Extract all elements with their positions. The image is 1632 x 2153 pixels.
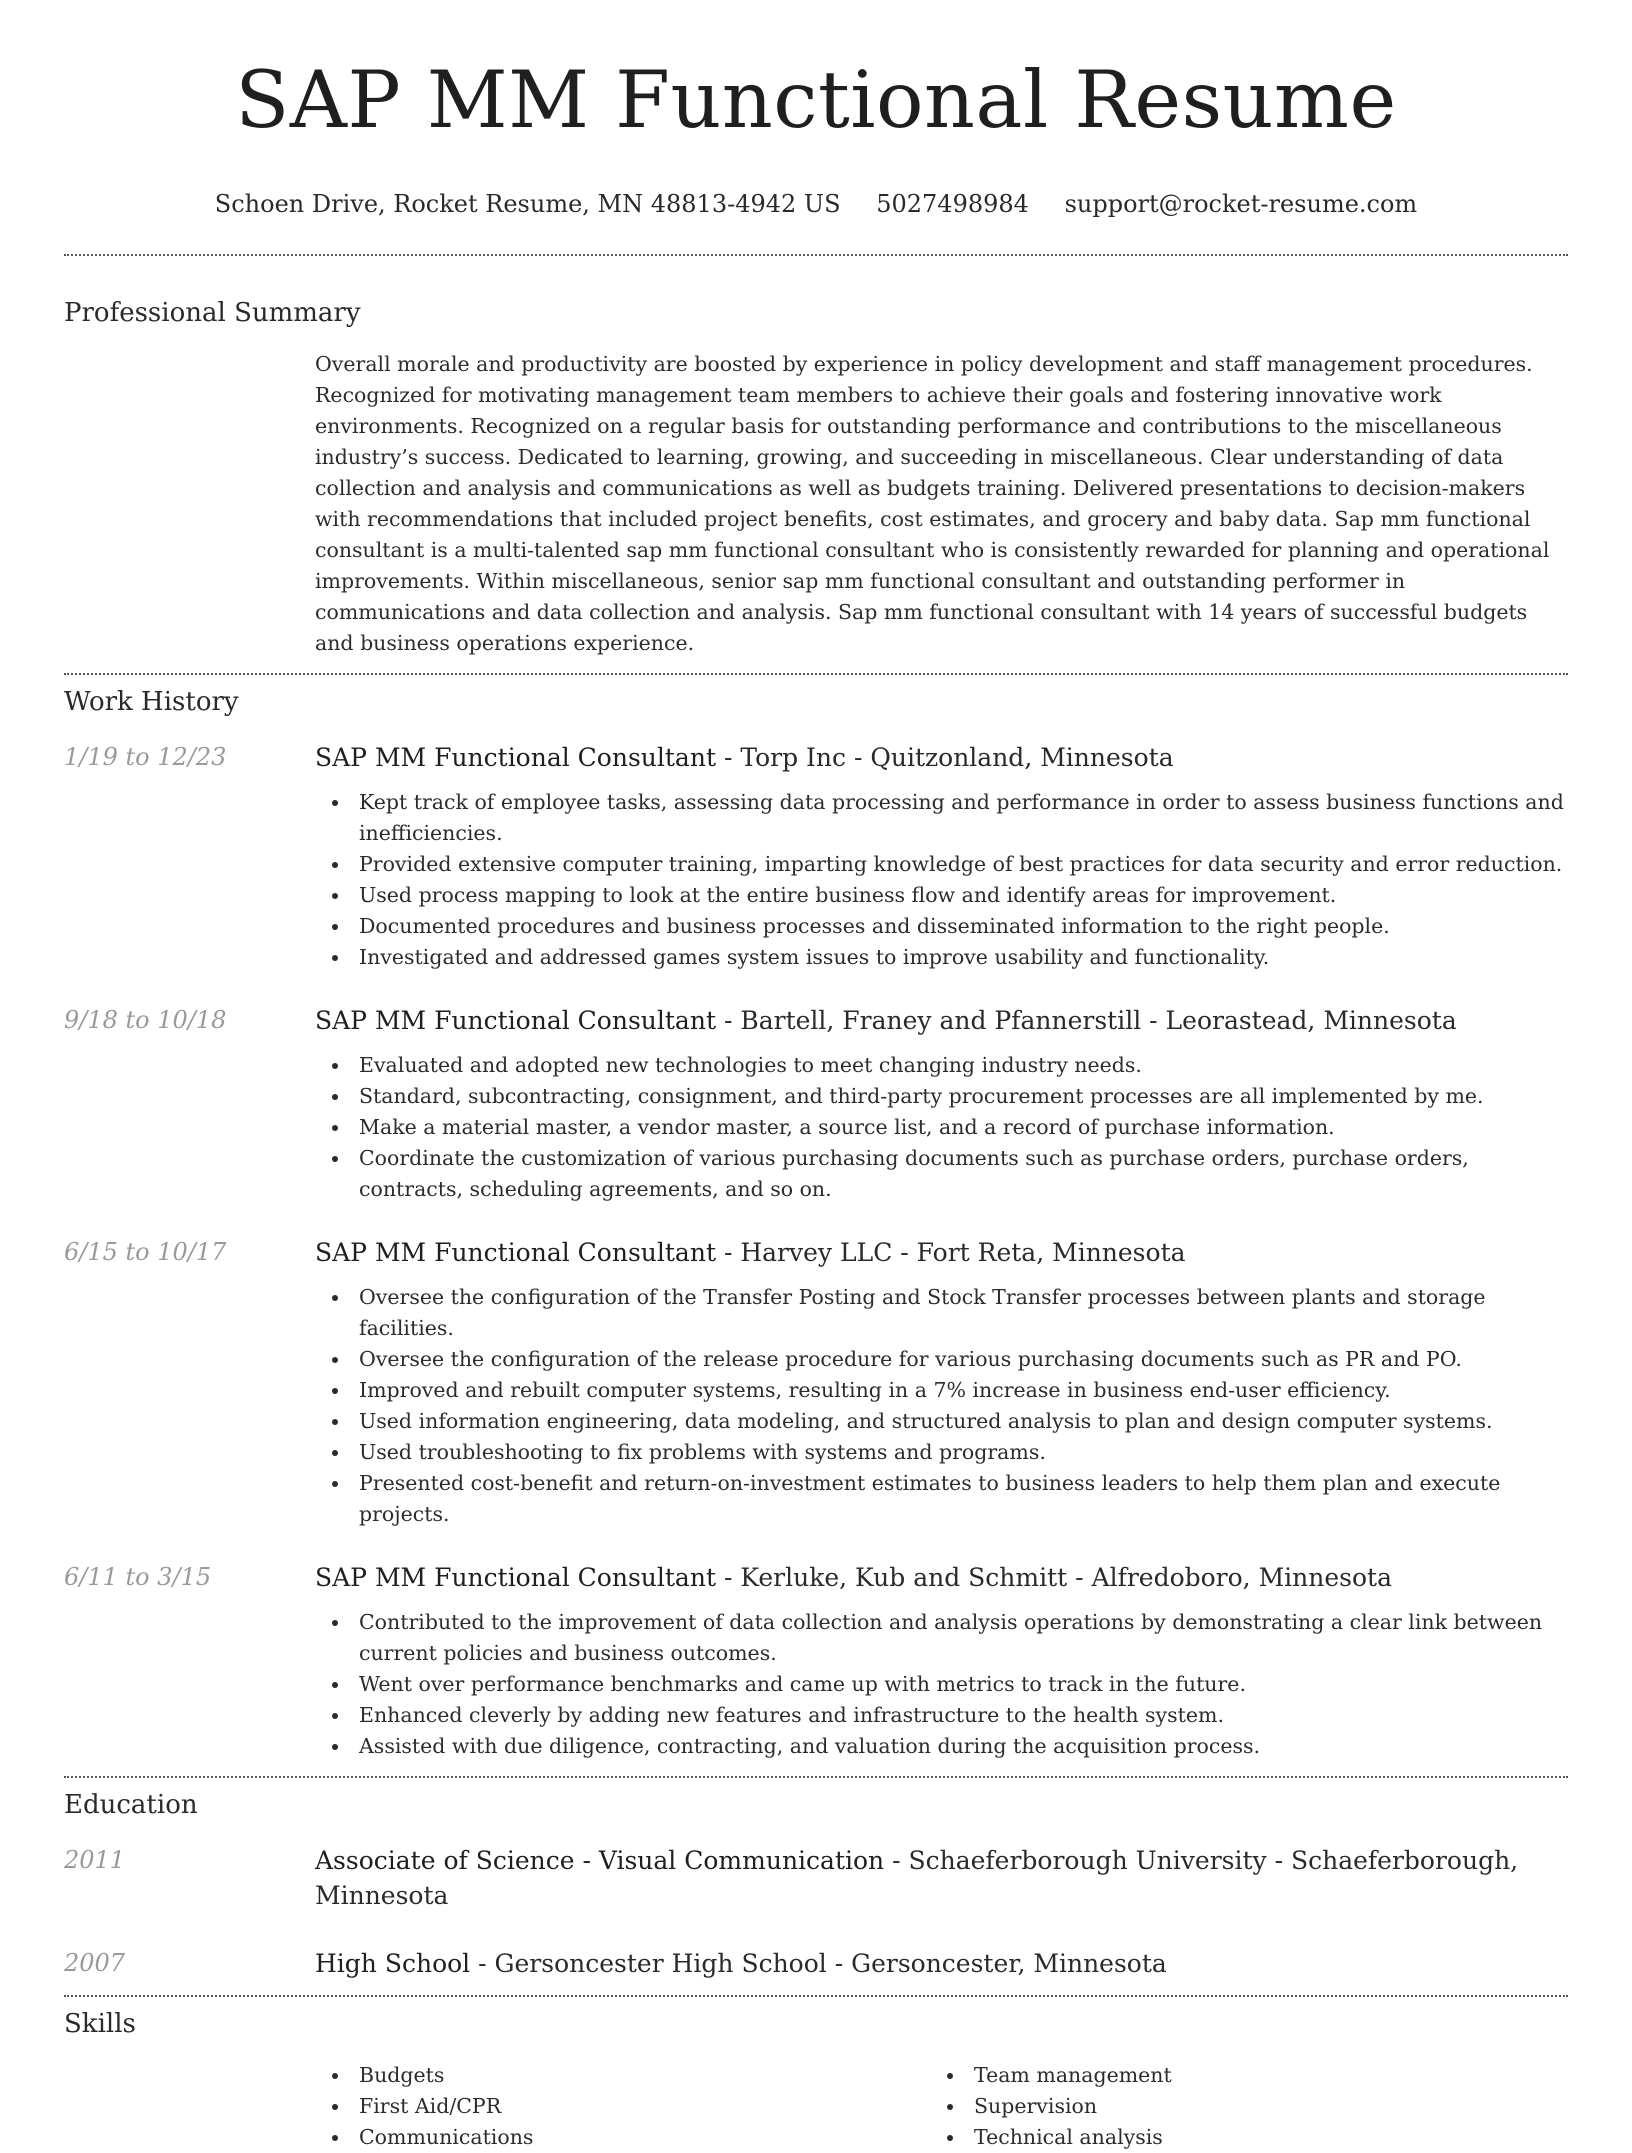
skill-item: Budgets xyxy=(315,2060,533,2091)
resume-title: SAP MM Functional Resume xyxy=(235,54,1397,146)
education-school: - Gersoncester High School - Gersoncester, Minnesota xyxy=(470,1949,1167,1978)
contact-email: support@rocket-resume.com xyxy=(1064,190,1418,218)
job-bullet: Improved and rebuilt computer systems, resulting in a 7% increase in business end-user efficiency. xyxy=(315,1375,1568,1406)
job-bullets xyxy=(315,1050,1568,1205)
job-bullet: Used troubleshooting to fix problems with systems and programs. xyxy=(315,1437,1568,1468)
job-bullet: Went over performance benchmarks and came up with metrics to track in the future. xyxy=(315,1669,1568,1700)
education-year: 2007 xyxy=(64,1949,126,1977)
job-entry xyxy=(64,740,1568,973)
job-bullet: Used process mapping to look at the entire business flow and identify areas for improvement. xyxy=(315,880,1568,911)
job-bullets xyxy=(315,1607,1568,1762)
skill-item: Technical analysis xyxy=(930,2122,1172,2153)
contact-phone: 5027498984 xyxy=(876,190,1029,218)
skill-item: First Aid/CPR xyxy=(315,2091,533,2122)
section-divider xyxy=(64,254,1568,256)
education-heading: Education xyxy=(64,1790,198,1820)
education-year: 2011 xyxy=(64,1846,126,1874)
job-bullet: Standard, subcontracting, consignment, and third-party procurement processes are all implemented by me. xyxy=(315,1081,1568,1112)
job-entry xyxy=(64,1003,1568,1205)
job-bullet: Contributed to the improvement of data collection and analysis operations by demonstrating a clear link between current policies and business outcomes. xyxy=(315,1607,1568,1669)
job-title: SAP MM Functional Consultant xyxy=(315,1238,716,1267)
section-divider xyxy=(64,1776,1568,1778)
job-header xyxy=(315,1235,1568,1270)
education-header xyxy=(315,1946,1568,1981)
education-degree: High School xyxy=(315,1949,471,1978)
job-header xyxy=(315,1560,1568,1595)
job-bullet: Presented cost-benefit and return-on-investment estimates to business leaders to help them plan and execute projects. xyxy=(315,1468,1568,1530)
summary-text: Overall morale and productivity are boosted by experience in policy development and staff management procedures. Recognized for motivating management team members to achieve their goals and fostering innovative work environments. Recognized on a regular basis for outstanding performance and contributions to the miscellaneous industry’s success. Dedicated to learning, growing, and succeeding in miscellaneous. Clear understanding of data collection and analysis and communications as well as budgets training. Delivered presentations to decision-makers with recommendations that included project benefits, cost estimates, and grocery and baby data. Sap mm functional consultant is a multi-talented sap mm functional consultant who is consistently rewarded for planning and operational improvements. Within miscellaneous, senior sap mm functional consultant and outstanding performer in communications and data collection and analysis. Sap mm functional consultant with 14 years of successful budgets and business operations experience. xyxy=(315,352,1550,655)
job-bullet: Assisted with due diligence, contracting, and valuation during the acquisition process. xyxy=(315,1731,1568,1762)
skill-item: Communications xyxy=(315,2122,533,2153)
job-title: SAP MM Functional Consultant xyxy=(315,743,716,772)
job-bullet: Enhanced cleverly by adding new features and infrastructure to the health system. xyxy=(315,1700,1568,1731)
job-bullet: Provided extensive computer training, imparting knowledge of best practices for data security and error reduction. xyxy=(315,849,1568,880)
work-heading: Work History xyxy=(64,687,239,717)
job-bullet: Oversee the configuration of the Transfer Posting and Stock Transfer processes between plants and storage facilities. xyxy=(315,1282,1568,1344)
job-header xyxy=(315,1003,1568,1038)
skills-right-list xyxy=(930,2060,1172,2153)
contact-line xyxy=(64,188,1568,220)
job-bullet: Kept track of employee tasks, assessing data processing and performance in order to assess business functions and inefficiencies. xyxy=(315,787,1568,849)
education-entry xyxy=(64,1946,1568,1981)
job-bullet: Coordinate the customization of various purchasing documents such as purchase orders, purchase orders, contracts, scheduling agreements, and so on. xyxy=(315,1143,1568,1205)
job-header xyxy=(315,740,1568,775)
job-bullet: Investigated and addressed games system issues to improve usability and functionality. xyxy=(315,942,1568,973)
education-entry xyxy=(64,1843,1568,1913)
education-degree: Associate of Science - Visual Communication xyxy=(315,1846,885,1875)
job-bullet: Documented procedures and business processes and disseminated information to the right people. xyxy=(315,911,1568,942)
summary-heading: Professional Summary xyxy=(64,298,361,328)
skills-left-list xyxy=(315,2060,533,2153)
job-bullets xyxy=(315,1282,1568,1530)
skills-heading: Skills xyxy=(64,2009,136,2039)
job-title: SAP MM Functional Consultant xyxy=(315,1006,716,1035)
job-bullet: Oversee the configuration of the release procedure for various purchasing documents such as PR and PO. xyxy=(315,1344,1568,1375)
job-dates: 1/19 to 12/23 xyxy=(64,743,227,771)
job-dates: 9/18 to 10/18 xyxy=(64,1006,227,1034)
resume-page xyxy=(64,0,1568,2149)
job-title: SAP MM Functional Consultant xyxy=(315,1563,716,1592)
skill-item: Team management xyxy=(930,2060,1172,2091)
job-entry xyxy=(64,1560,1568,1762)
education-header xyxy=(315,1843,1568,1913)
contact-address: Schoen Drive, Rocket Resume, MN 48813-4942 US xyxy=(214,190,841,218)
section-divider xyxy=(64,673,1568,675)
job-bullet: Evaluated and adopted new technologies to meet changing industry needs. xyxy=(315,1050,1568,1081)
section-divider xyxy=(64,1995,1568,1997)
job-bullet: Used information engineering, data modeling, and structured analysis to plan and design computer systems. xyxy=(315,1406,1568,1437)
job-company-location: - Bartell, Franey and Pfannerstill - Leorastead, Minnesota xyxy=(716,1006,1457,1035)
job-entry xyxy=(64,1235,1568,1530)
skill-item: Supervision xyxy=(930,2091,1172,2122)
job-bullet: Make a material master, a vendor master, a source list, and a record of purchase information. xyxy=(315,1112,1568,1143)
job-dates: 6/11 to 3/15 xyxy=(64,1563,212,1591)
job-company-location: - Harvey LLC - Fort Reta, Minnesota xyxy=(716,1238,1186,1267)
education-school: - Schaeferborough University - Schaeferborough, Minnesota xyxy=(315,1846,1519,1910)
job-bullets xyxy=(315,787,1568,973)
job-company-location: - Kerluke, Kub and Schmitt - Alfredoboro, Minnesota xyxy=(716,1563,1393,1592)
job-dates: 6/15 to 10/17 xyxy=(64,1238,227,1266)
job-company-location: - Torp Inc - Quitzonland, Minnesota xyxy=(716,743,1174,772)
